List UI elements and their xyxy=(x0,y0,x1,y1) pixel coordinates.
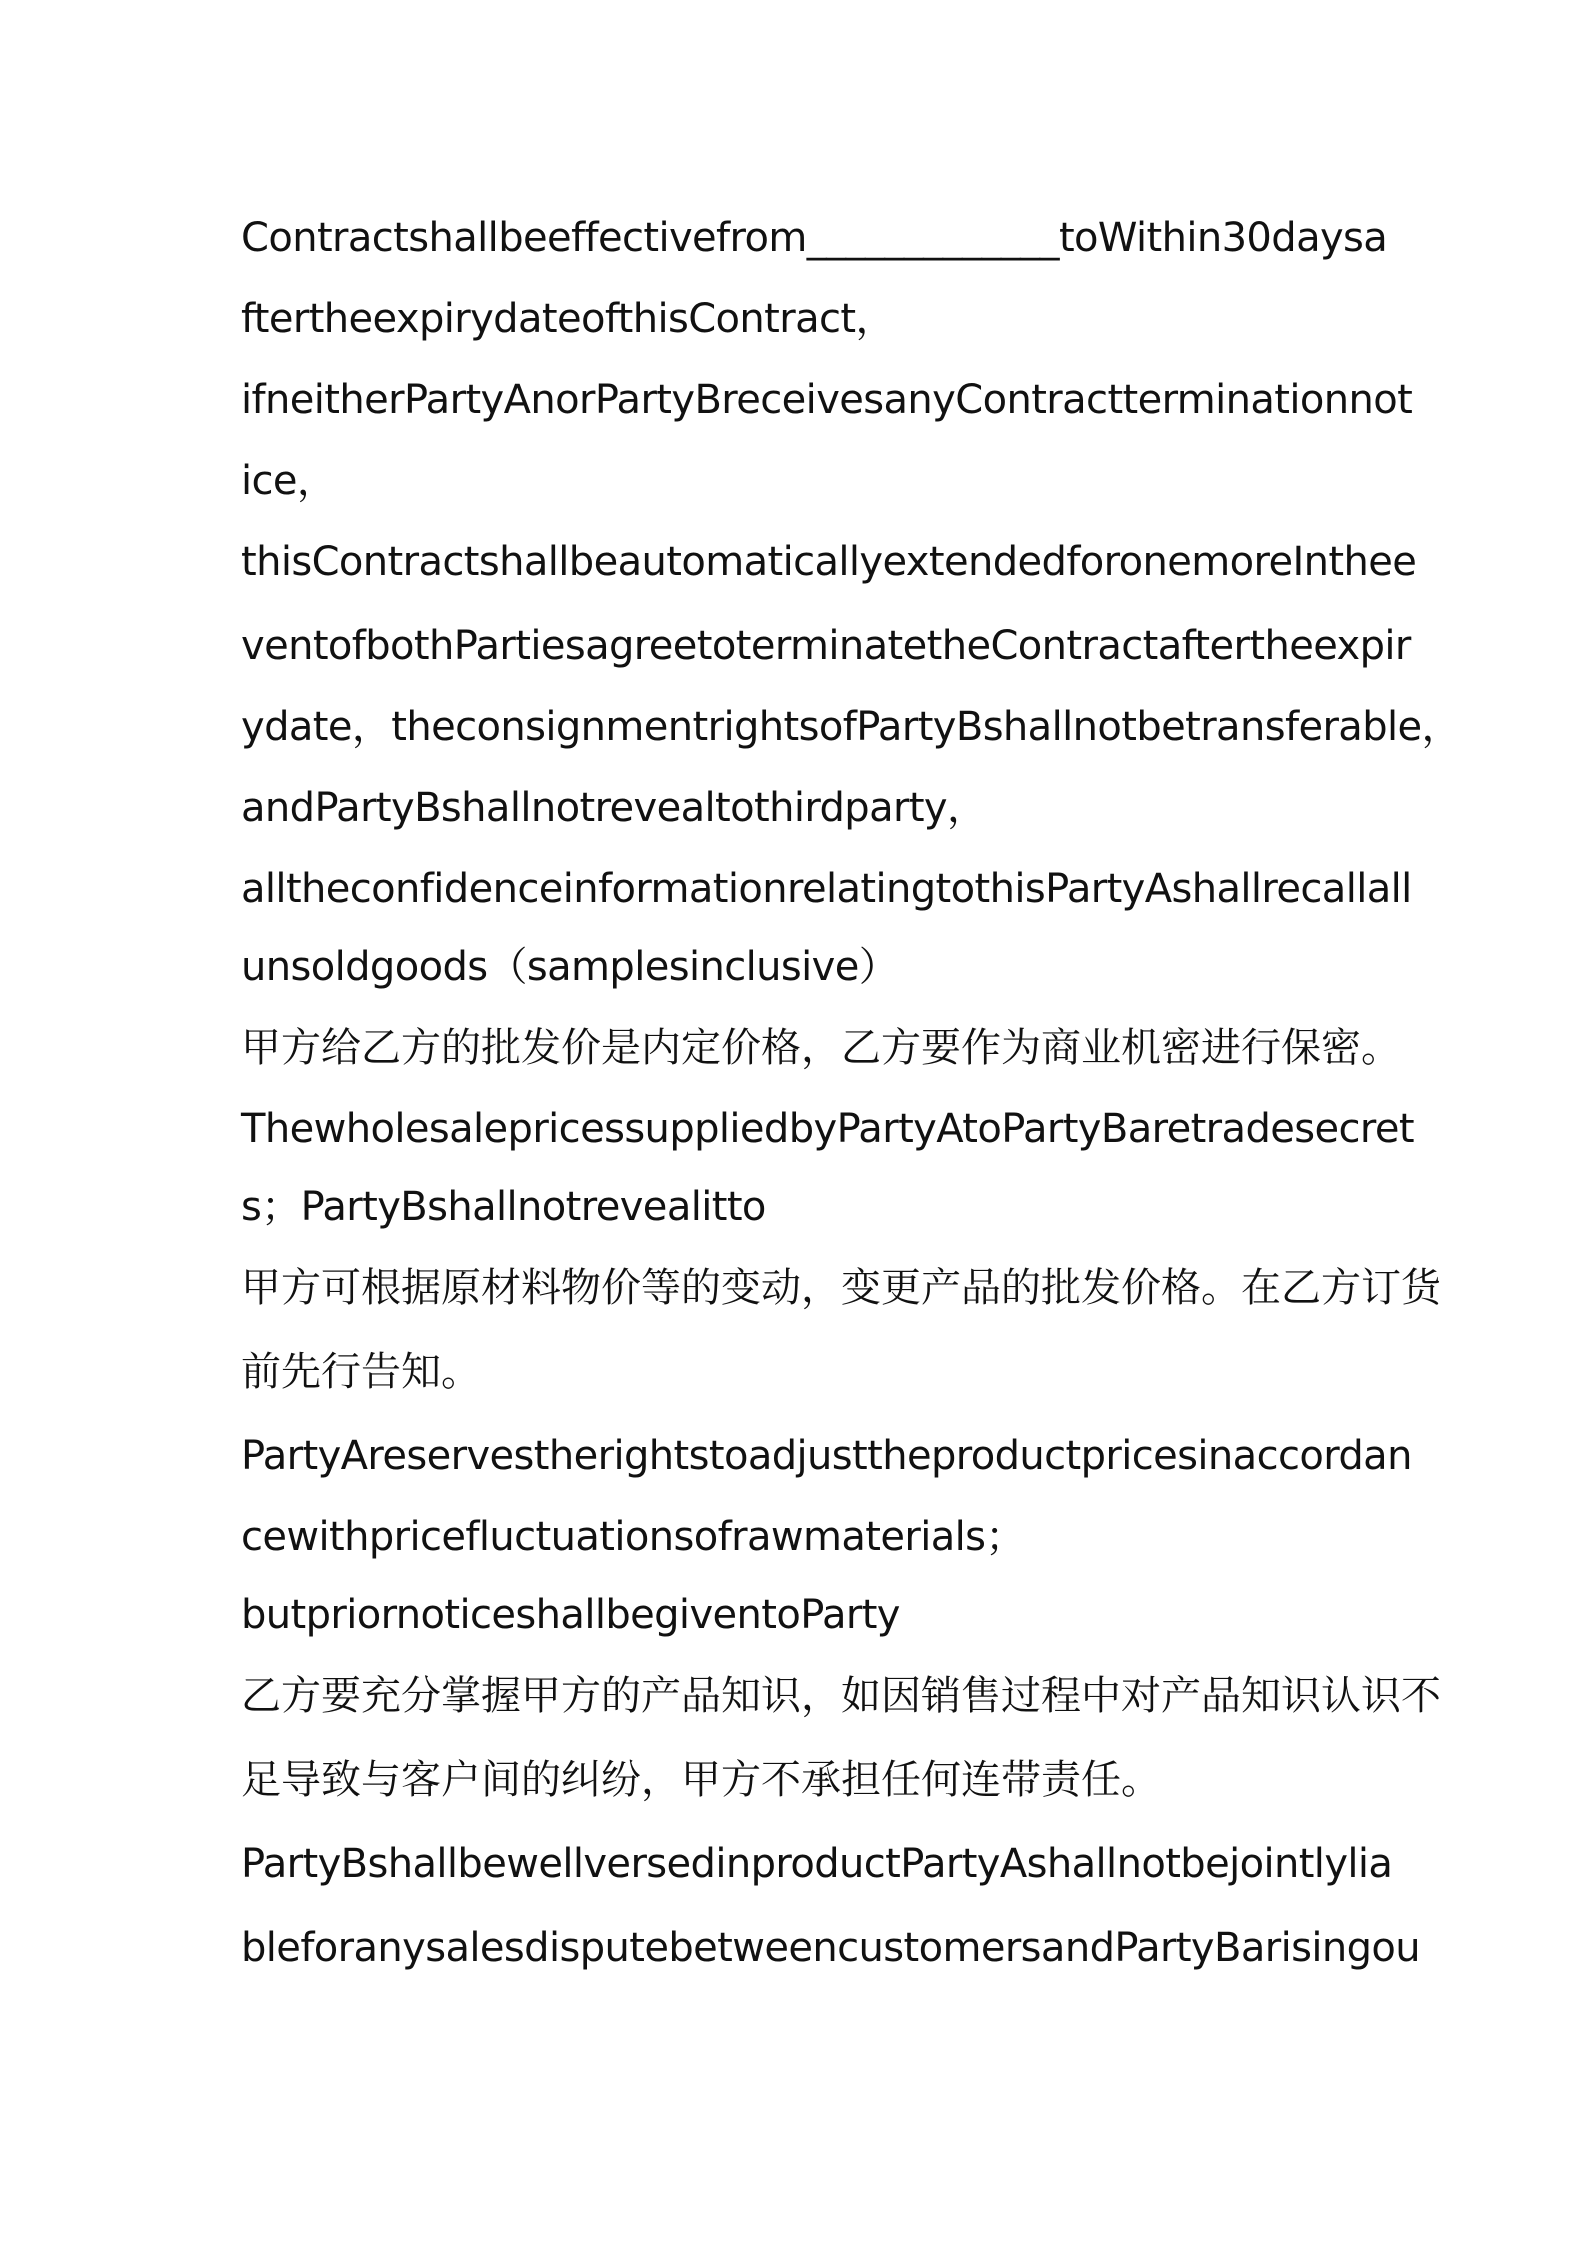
text-line: ice， xyxy=(241,458,337,504)
text-line: ThewholesalepricessuppliedbyPartyAtoPartyBaretradesecret xyxy=(241,1106,1414,1152)
text-line: 甲方可根据原材料物价等的变动，变更产品的批发价格。在乙方订货 xyxy=(241,1265,1441,1311)
text-line: ifneitherPartyAnorPartyBreceivesanyContractterminationnot xyxy=(241,377,1413,423)
text-line: ftertheexpirydateofthisContract， xyxy=(241,296,895,342)
text-line: andPartyBshallnotrevealtothirdparty， xyxy=(241,785,987,831)
text-line: butpriornoticeshallbegiventoParty xyxy=(241,1592,900,1638)
text-line: cewithpricefluctuationsofrawmaterials； xyxy=(241,1514,1025,1560)
text-line: ydate，theconsignmentrightsofPartyBshallnotbetransferable， xyxy=(241,704,1461,750)
text-line: 乙方要充分掌握甲方的产品知识，如因销售过程中对产品知识认识不 xyxy=(241,1673,1441,1719)
text-line: thisContractshallbeautomaticallyextendedforonemoreIntheе xyxy=(241,539,1417,585)
text-line: alltheconfidenceinformationrelatingtothisPartyAshallrecallall xyxy=(241,866,1412,912)
text-line: bleforanysalesdisputebetweencustomersandPartyBarisingou xyxy=(241,1925,1421,1971)
text-line: PartyBshallbewellversedinproductPartyAshallnotbejointlylia xyxy=(241,1841,1393,1887)
document-body xyxy=(241,196,1461,1990)
text-line: s；PartyBshallnotrevealitto xyxy=(241,1184,766,1230)
text-line: 前先行告知。 xyxy=(241,1349,481,1395)
text-line: unsoldgoods（samplesinclusive） xyxy=(241,944,899,990)
text-line: ventofbothPartiesagreetoterminatetheContractaftertheexpir xyxy=(241,623,1411,669)
text-line: PartyAreservestherightstoadjusttheproductpricesinaccordan xyxy=(241,1433,1412,1479)
text-line: Contractshallbeeffectivefrom_____________toWithin30daysa xyxy=(241,215,1388,261)
text-line: 足导致与客户间的纠纷，甲方不承担任何连带责任。 xyxy=(241,1757,1161,1803)
text-line: 甲方给乙方的批发价是内定价格，乙方要作为商业机密进行保密。 xyxy=(241,1025,1401,1071)
